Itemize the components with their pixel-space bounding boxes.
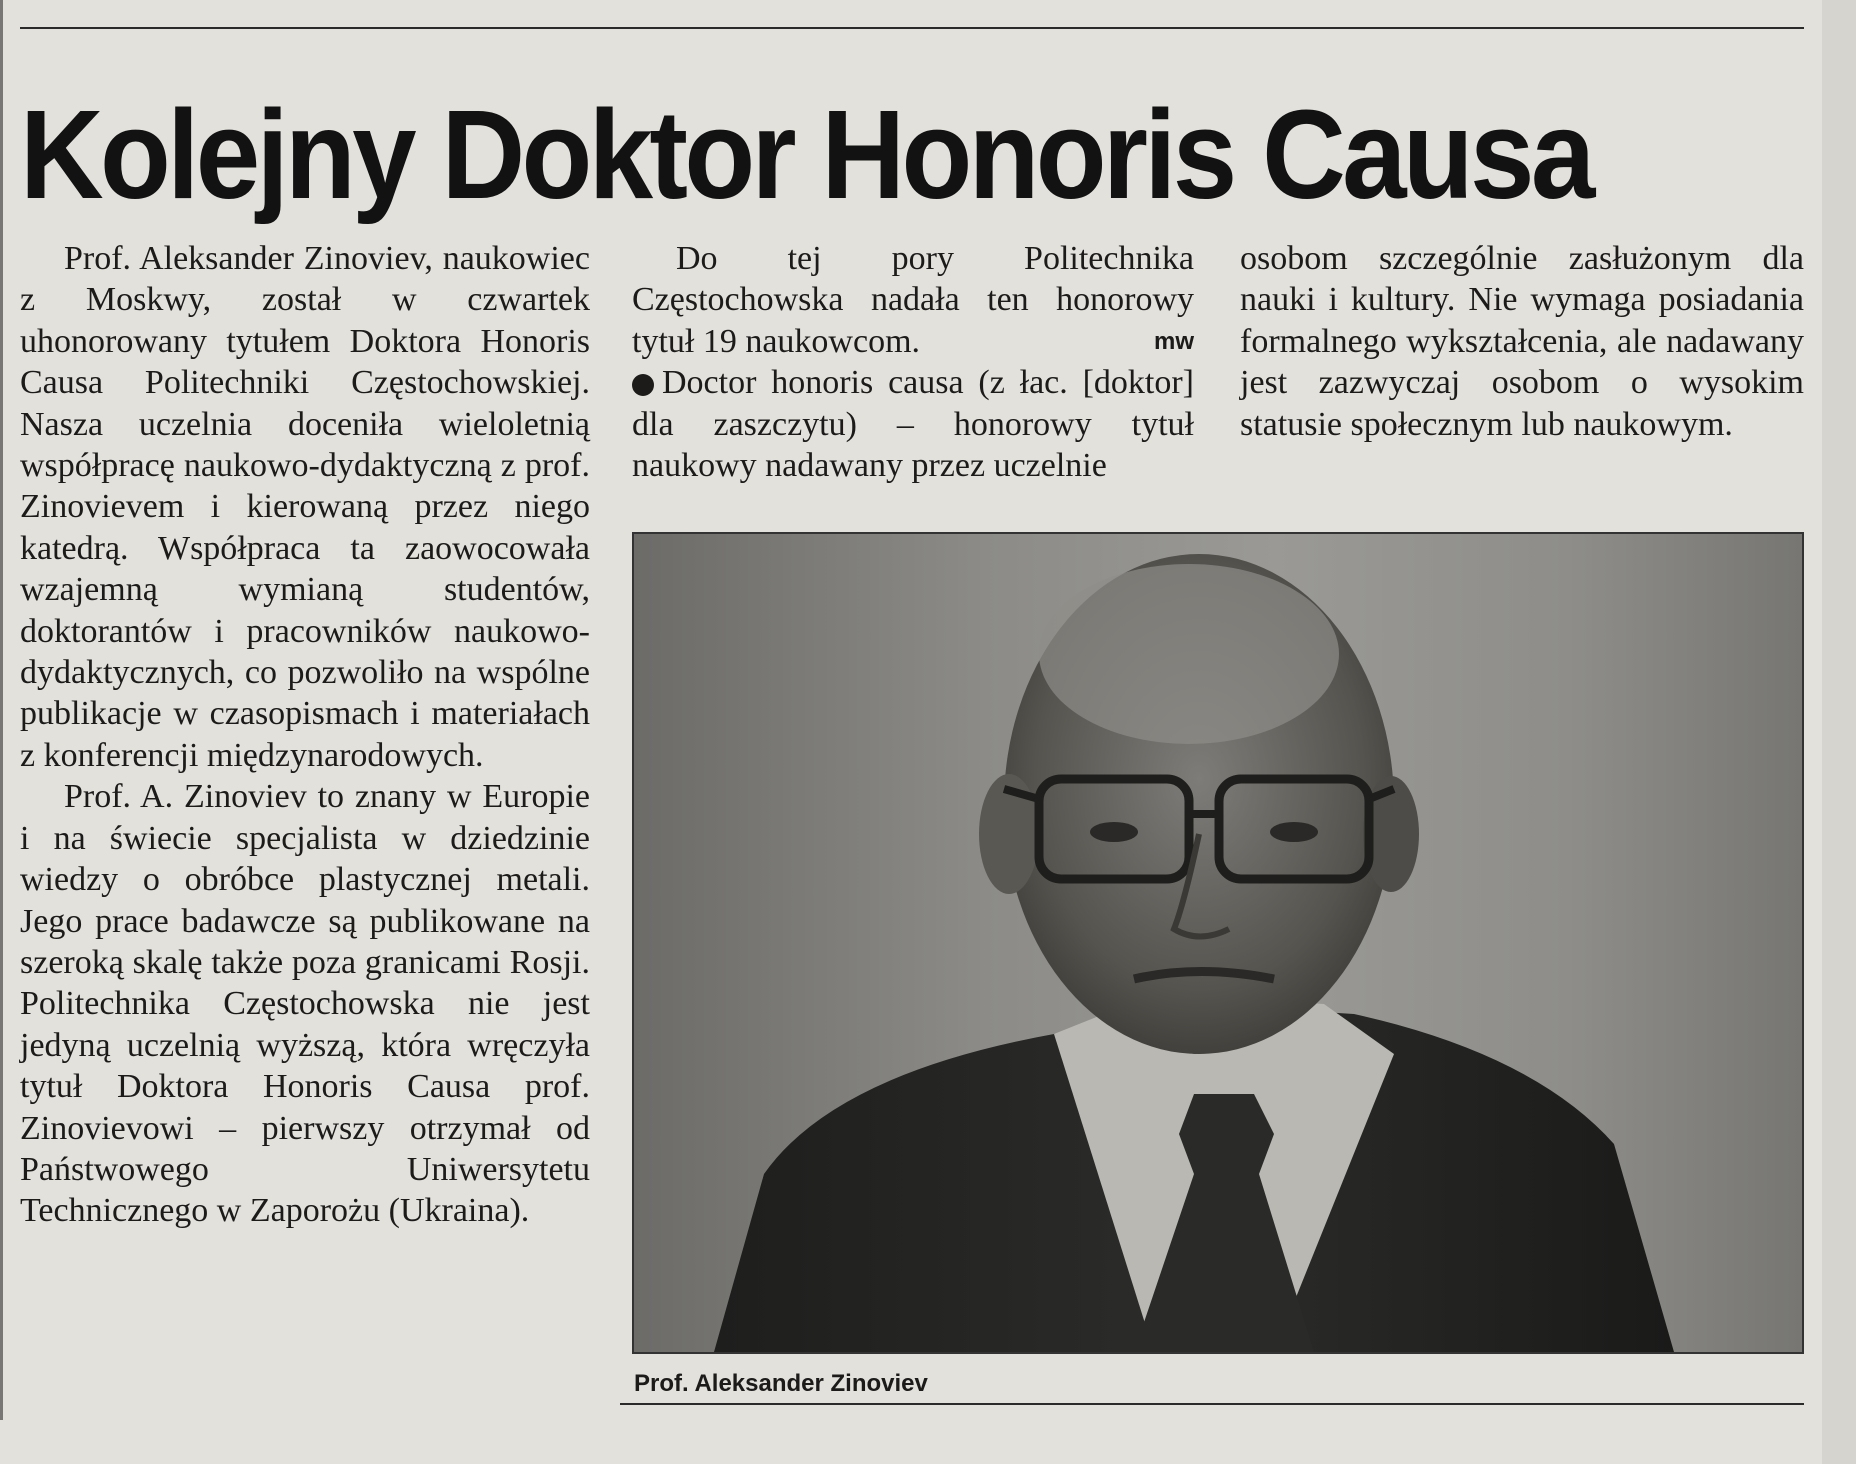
col1-paragraph-1: Prof. Aleksander Zinoviev, naukowiec z Moskwy, został w czwartek uhonorowany tytułem Doktora Honoris Causa Politechniki Częstochowskiej. Nasza uczelnia doceniła wieloletnią współpracę naukowo-dydaktyczną z prof. Zinovievem i kierowaną przez niego katedrą. Współpraca ta zaowocowała wzajemną wymianą studentów, doktorantów i pracowników naukowo-dydaktycznych, co pozwoliło na wspólne publikacje w czasopismach i materiałach z konferencji międzynarodowych. [20, 240, 590, 774]
author-signature: mw [1153, 327, 1194, 355]
left-page-edge [0, 0, 3, 1420]
bottom-rule [620, 1403, 1804, 1405]
article-column-2 [632, 238, 1194, 486]
headline: Kolejny Doktor Honoris Causa [20, 84, 1592, 225]
right-page-edge [1822, 0, 1856, 1464]
portrait-illustration [634, 534, 1802, 1352]
col1-paragraph-2: Prof. A. Zinoviev to znany w Europie i na świecie specjalista w dziedzinie wiedzy o obróbce plastycznej metali. Jego prace badawcze są publikowane na szeroką skalę także poza granicami Rosji. Politechnika Częstochowska nie jest jedyną uczelnią wyższą, która wręczyła tytuł Doktora Honoris Causa prof. Zinovievowi – pierwszy otrzymał od Państwowego Uniwersytetu Technicznego w Zaporożu (Ukraina). [20, 778, 590, 1230]
bullet-icon [632, 374, 654, 396]
portrait-photo [632, 532, 1804, 1354]
col2-paragraph-2 [632, 362, 1194, 486]
article-column-1 [20, 238, 590, 1232]
photo-caption: Prof. Aleksander Zinoviev [634, 1370, 928, 1397]
col2-paragraph-1-text: Do tej pory Politechnika Częstochowska nadała ten honorowy tytuł 19 naukowcom. [632, 240, 1194, 360]
col3-paragraph-1: osobom szczególnie zasłużonym dla nauki i kultury. Nie wymaga posiadania formalnego wykształcenia, ale nadawany jest zazwyczaj osobom o wysokim statusie społecznym lub naukowym. [1240, 240, 1804, 443]
col2-paragraph-1 [632, 238, 1194, 362]
col2-paragraph-2-text: Doctor honoris causa (z łac. [doktor] dla zaszczytu) – honorowy tytuł naukowy nadawany przez uczelnie [632, 364, 1194, 485]
article-column-3 [1240, 238, 1804, 445]
top-rule [20, 27, 1804, 29]
